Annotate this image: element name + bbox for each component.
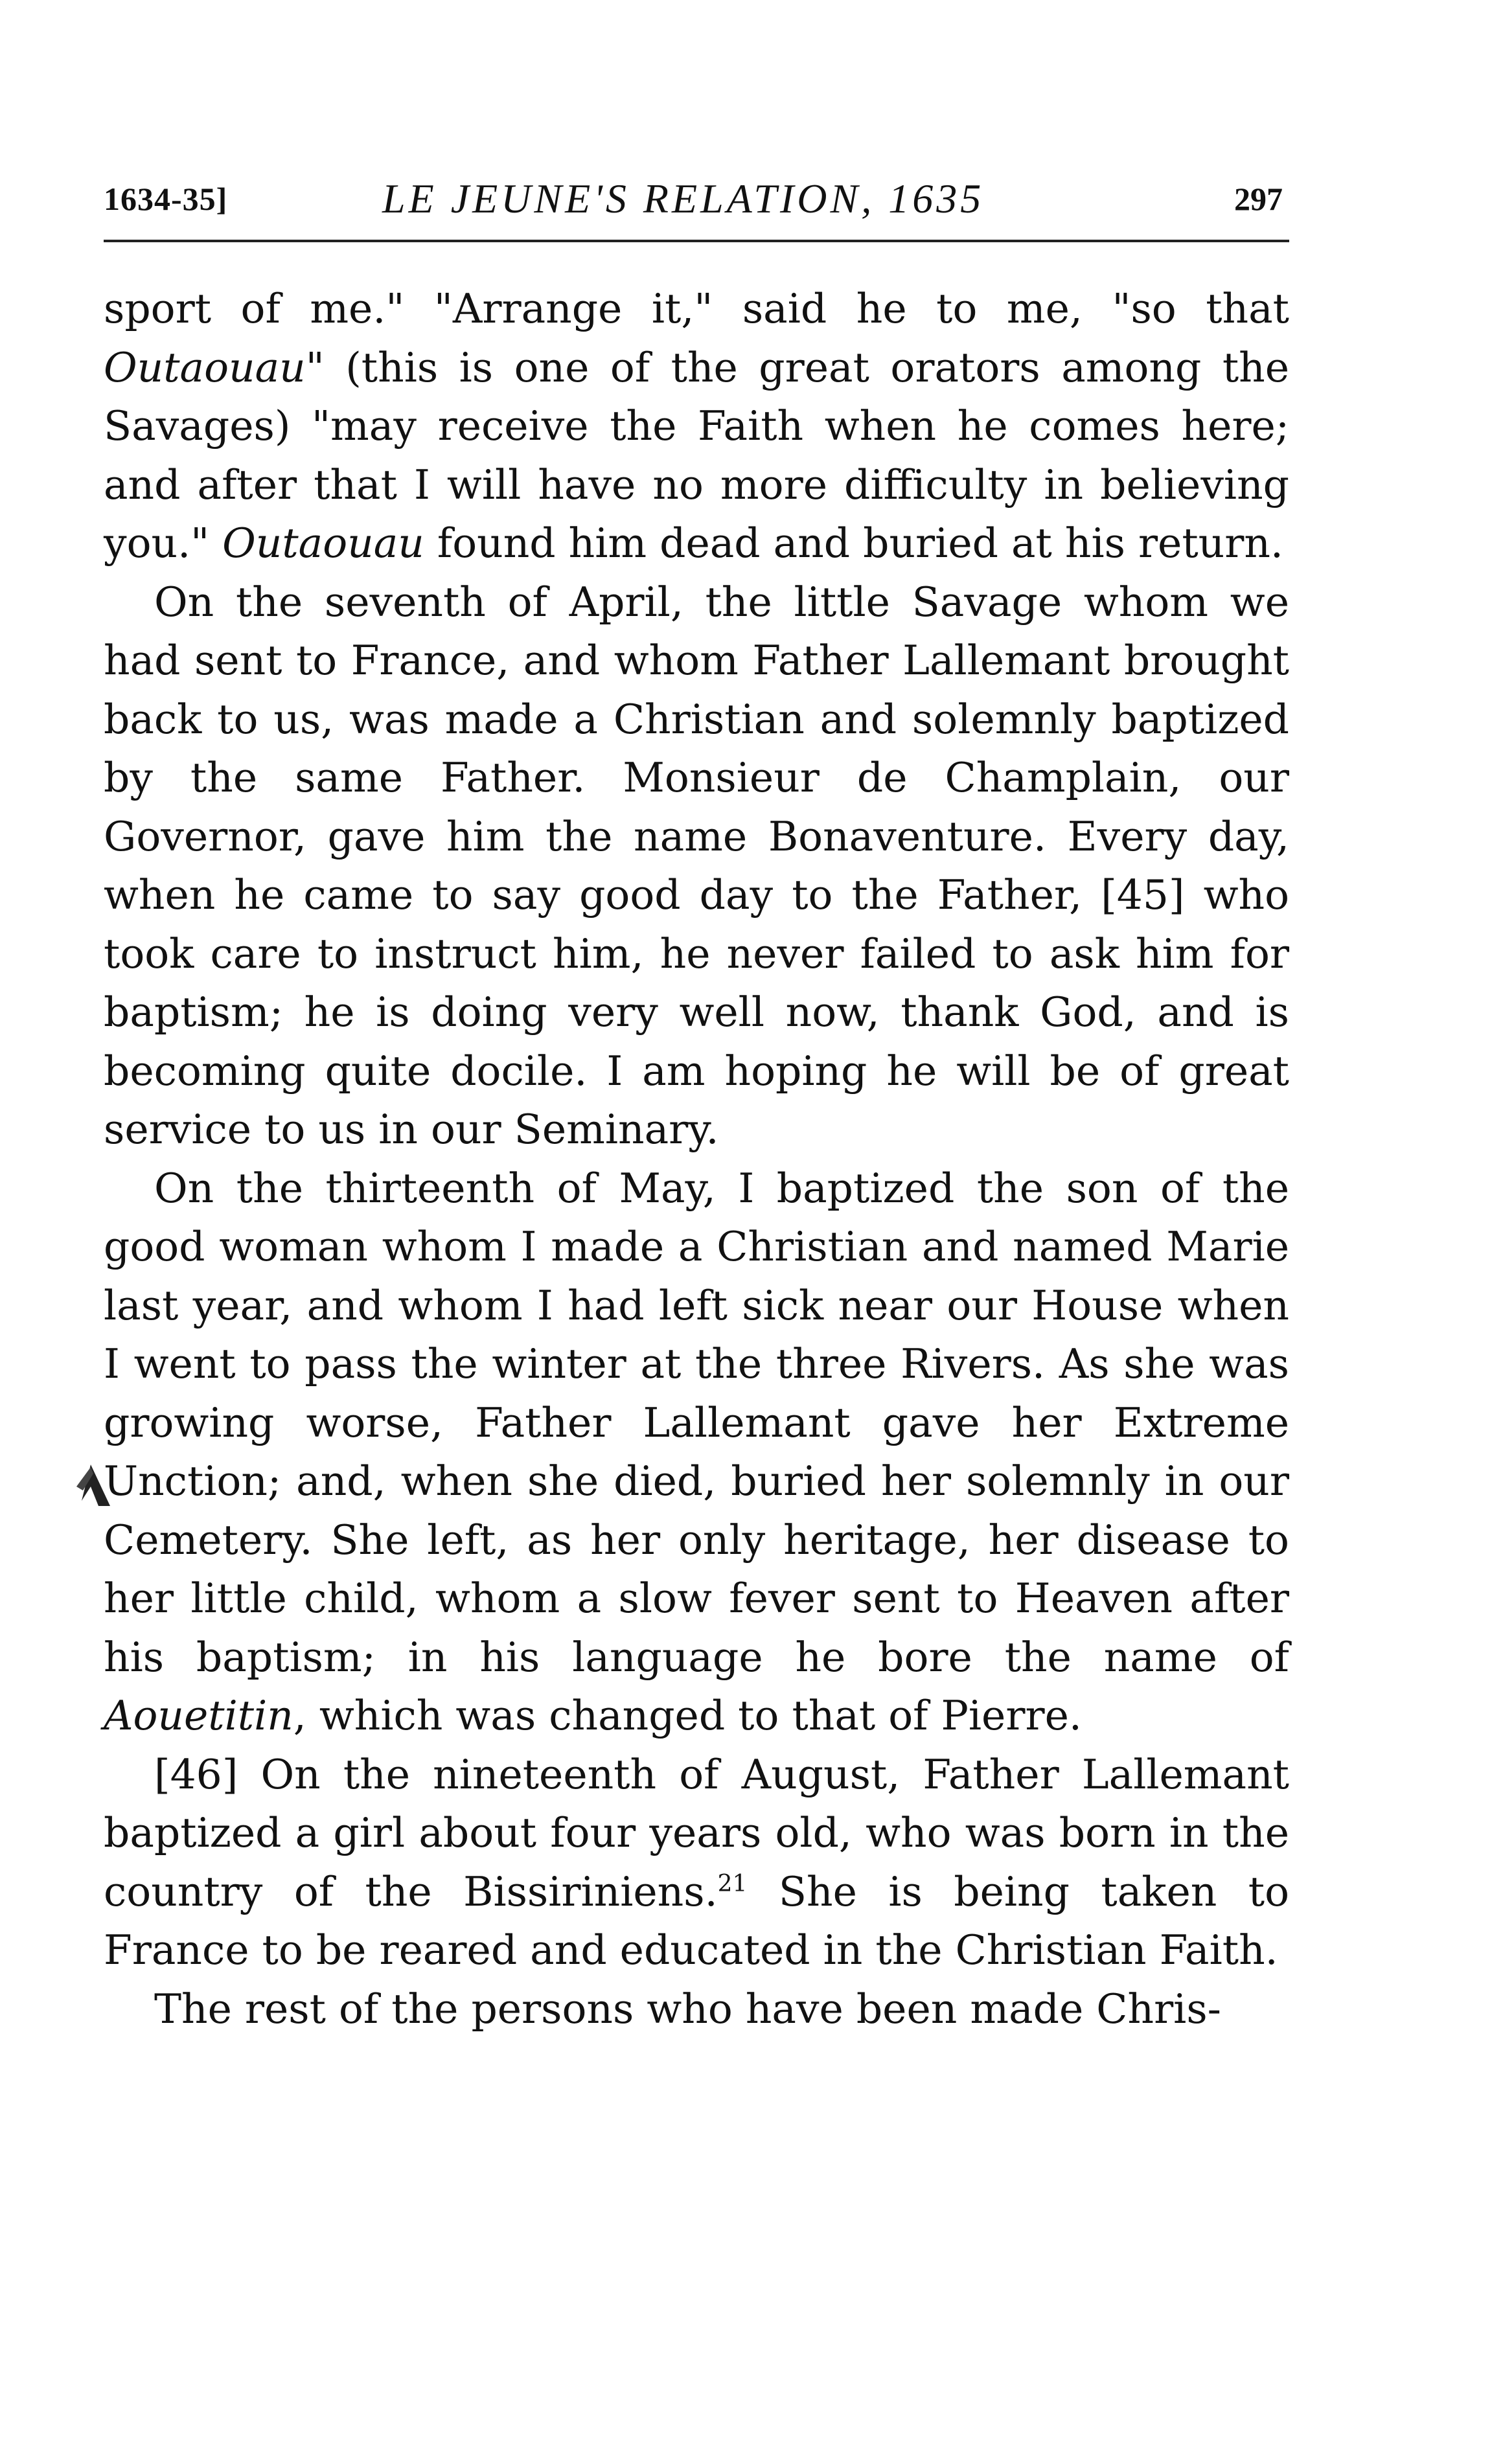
paragraph: [104, 1746, 1289, 1980]
header-rule: [104, 240, 1289, 242]
text-segment: sport of me." "Arrange it," said he to me, "so that: [104, 285, 1289, 332]
paragraph: [104, 280, 1289, 573]
italic-text: Aouetitin: [104, 1692, 293, 1739]
header-years: 1634-35]: [104, 181, 228, 217]
body-text: [104, 280, 1289, 2038]
text-segment: On the thirteenth of May, I baptized the son of the good woman whom I made a Christian and named Marie last year, and whom I had left sick near our House when I went to pass the winter at the three Rivers. As she was growing worse, Father Lallemant gave her Extreme Unction; and, when she died, buried her solemnly in our Cemetery. She left, as her only heritage, her disease to her little child, whom a slow fever sent to Heaven after his baptism; in his language he bore the name of: [104, 1164, 1289, 1681]
header-title: LE JEUNE'S RELATION, 1635: [382, 176, 985, 222]
text-segment: She is being taken to France to be reared and educated in the Christian Faith.: [104, 1867, 1290, 1974]
text-segment: " (this is one of the great orators among the Savages) "may receive the Faith when he comes here; and after that I will have no more difficulty in believing you.": [104, 343, 1289, 567]
footnote-ref[interactable]: 21: [717, 1870, 748, 1897]
paragraph: [104, 1159, 1289, 1746]
text-segment: found him dead and buried at his return.: [424, 519, 1283, 567]
text-segment: The rest of the persons who have been made Chris-: [154, 1985, 1221, 2033]
text-segment: On the seventh of April, the little Savage whom we had sent to France, and whom Father Lallemant brought back to us, was made a Christian and solemnly baptized by the same Father. Monsieur de Champlain, our Governor, gave him the name Bonaventure. Every day, when he came to say good day to the Father, [45] who took care to instruct him, he never failed to ask him for baptism; he is doing very well now, thank God, and is becoming quite docile. I am hoping he will be of great service to us in our Seminary.: [104, 578, 1289, 1153]
italic-text: Outaouau: [104, 343, 306, 391]
page-number: 297: [1234, 181, 1283, 217]
italic-text: Outaouau: [222, 519, 424, 567]
text-segment: , which was changed to that of Pierre.: [293, 1692, 1082, 1739]
margin-mark-icon: [65, 1461, 117, 1512]
paragraph: [104, 1980, 1289, 2039]
running-header: [104, 176, 1289, 228]
paragraph: [104, 573, 1289, 1159]
text-segment: [46] On the nineteenth of August, Father Lallemant baptized a girl about four years old, who was born in the country of the Bissiriniens.: [104, 1750, 1289, 1915]
